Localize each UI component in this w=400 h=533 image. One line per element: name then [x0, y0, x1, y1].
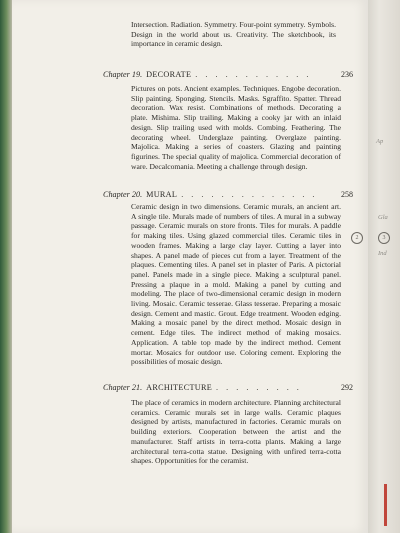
chapter-description: Pictures on pots. Ancient examples. Techniques. Engobe decoration. Slip painting. Sponging. Stencils. Masks. Sgraffito. Spatter. Thread decoration. Wax resist. Combinations of methods. Decorating a plate. Mishima. Slip trailing. Making a cooky jar with an inlaid design. Slip trailing used with molds. Combing. Feathering. The decorating wheel. Underglaze painting. Overglaze painting. Majolica. Making a series of coasters. Glazing and painting figurines. The special quality of majolica. Commercial decoration of ware. Decalcomania. Meeting a challenge through design. [131, 84, 341, 171]
chapter-title: MURAL [146, 190, 178, 199]
dot-leaders: . . . . . . . . . [216, 383, 302, 392]
chapter-heading [103, 190, 353, 199]
chapter-label: Chapter 20. [103, 190, 143, 199]
facing-page-fragment: Gla [378, 214, 388, 221]
intro-paragraph: Intersection. Radiation. Symmetry. Four-point symmetry. Symbols. Design in the world about us. Creativity. The sketchbook, its importance in ceramic design. [131, 20, 336, 49]
facing-page-fragment: Ind [378, 250, 387, 257]
chapter-title: ARCHITECTURE [146, 383, 213, 392]
chapter-page-number: 292 [341, 383, 353, 392]
chapter-label: Chapter 19. [103, 70, 143, 79]
chapter-title: DECORATE [146, 70, 192, 79]
chapter-description: The place of ceramics in modern architecture. Planning architectural ceramics. Ceramic murals set in large walls. Ceramic plaques designed by artists, manufactured in factories. Ceramic murals on building exteriors. Cooperation between the artist and the manufacturer. Staff artists in terra-cotta plants. Making a large architectural terra-cotta statue. Designing with unfired terra-cotta shapes. Opportunities for the ceramist. [131, 398, 341, 466]
red-page-marker [384, 484, 387, 526]
book-spine-edge [0, 0, 12, 533]
circled-number-mark: 3 [378, 232, 390, 244]
circled-number-mark: 2 [351, 232, 363, 244]
chapter-heading [103, 70, 353, 79]
chapter-page-number: 258 [341, 190, 353, 199]
dot-leaders: . . . . . . . . . . . . [195, 70, 312, 79]
dot-leaders: . . . . . . . . . . . . . . [181, 190, 318, 199]
facing-page-fragment: Ap [376, 138, 384, 145]
chapter-heading [103, 383, 353, 392]
chapter-page-number: 236 [341, 70, 353, 79]
facing-page-edge [368, 0, 400, 533]
chapter-description: Ceramic design in two dimensions. Ceramic murals, an ancient art. A single tile. Murals made of numbers of tiles. A mural in a subway passage. Ceramic murals on store fronts. Tiles for murals. A paddle for making tiles. Using glazed commercial tiles. Ceramic tiles in wooden frames. Making a large clay layer. Cutting a layer into shapes. A panel made of pieces cut from a layer. Treatment of the plaques. Cementing tiles. A panel set in plaster of Paris. A pictorial panel. Panels made in a single piece. Making a sculptural panel. Pressing a plaque in a mold. Making a panel by cutting and modeling. The place of two-dimensional ceramic design in modern living. Mosaic. Ceramic tesserae. Glass tesserae. Preparing a mosaic design. Cement and mastic. Grout. Edge treatment. Wooden edging. Making a mosaic panel by the direct method. Mosaic design in cement. Edge tiles. The indirect method of making mosaics. Application. A table top made by the indirect method. Cement mortar. Mosaics for outdoor use. Coloring cement. Exploring the possibilities of mosaic design. [131, 202, 341, 367]
chapter-label: Chapter 21. [103, 383, 143, 392]
